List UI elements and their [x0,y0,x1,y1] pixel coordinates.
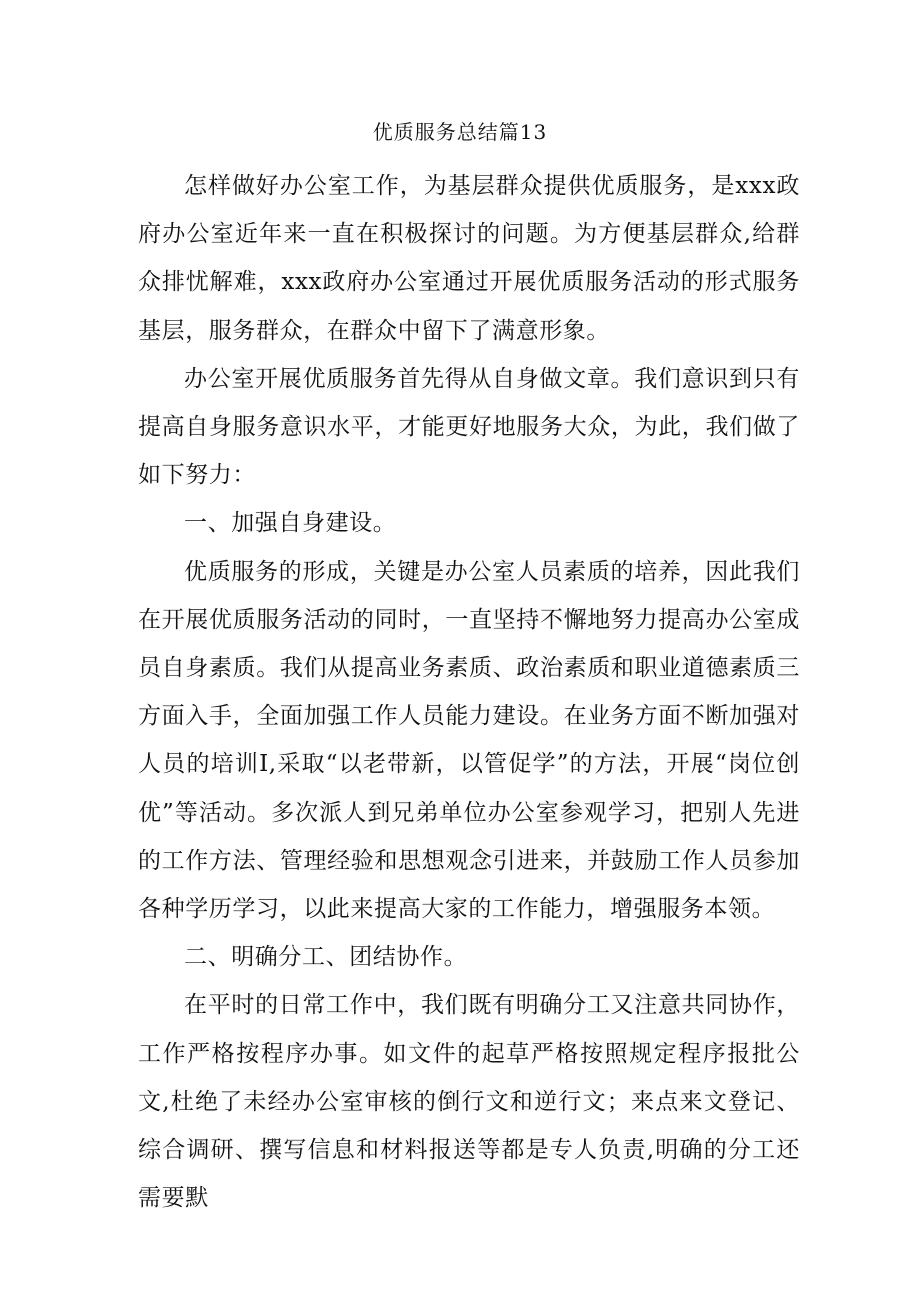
paragraph-section-2: 在平时的日常工作中，我们既有明确分工又注意共同协作，工作严格按程序办事。如文件的起草严格按照规定程序报批公文,杜绝了未经办公室审核的倒行文和逆行文；来点来文登记、综合调研、撰写信息和材料报送等都是专人负责,明确的分工还需要默 [138,992,800,1212]
heading-section-1: 一、加强自身建设。 [184,510,397,537]
paragraph-intro: 怎样做好办公室工作，为基层群众提供优质服务，是xxx政府办公室近年来一直在积极探讨的问题。为方便基层群众,给群众排忧解难，xxx政府办公室通过开展优质服务活动的形式服务基层，服务群众，在群众中留下了满意形象。 [138,173,800,344]
document-body [138,162,800,1222]
paragraph-self-improvement: 办公室开展优质服务首先得从自身做文章。我们意识到只有提高自身服务意识水平，才能更好地服务大众，为此，我们做了如下努力： [138,365,800,489]
document-title: 优质服务总结篇13 [372,120,548,144]
paragraph-section-1: 优质服务的形成，关键是办公室人员素质的培养，因此我们在开展优质服务活动的同时，一直坚持不懈地努力提高办公室成员自身素质。我们从提高业务素质、政治素质和职业道德素质三方面入手，全面加强工作人员能力建设。在业务方面不断加强对人员的培训I,采取“以老带新，以管促学”的方法，开展“岗位创优”等活动。多次派人到兄弟单位办公室参观学习，把别人先进的工作方法、管理经验和思想观念引进来，并鼓励工作人员参加各种学历学习，以此来提高大家的工作能力，增强服务本领。 [138,558,800,923]
heading-section-2: 二、明确分工、团结协作。 [184,944,468,971]
